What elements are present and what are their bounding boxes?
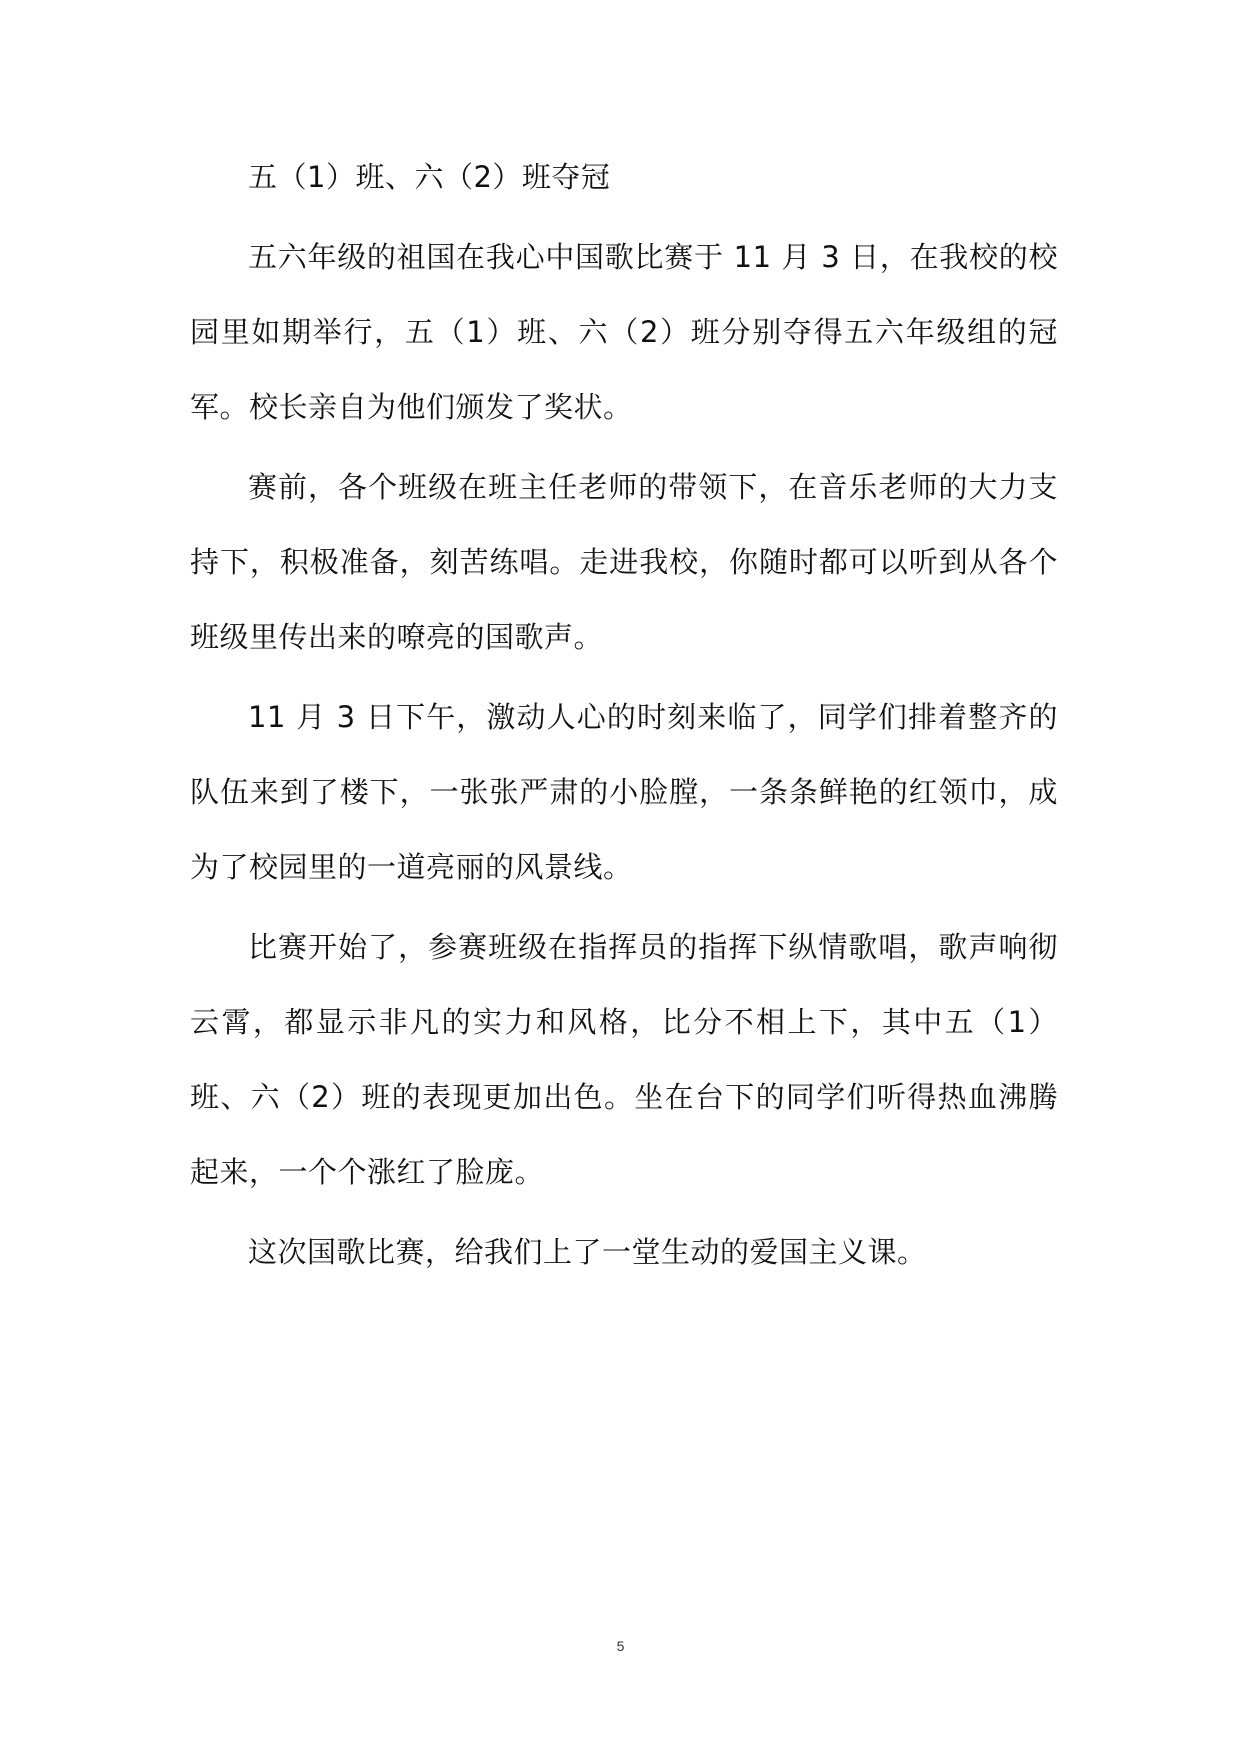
body-paragraph-4: 比赛开始了，参赛班级在指挥员的指挥下纵情歌唱，歌声响彻云霄，都显示非凡的实力和风格，比分不相上下，其中五（1）班、六（2）班的表现更加出色。坐在台下的同学们听得热血沸腾起来，一个个涨红了脸庞。 <box>190 930 1058 1189</box>
heading-paragraph: 五（1）班、六（2）班夺冠 <box>248 160 611 194</box>
body-paragraph-2: 赛前，各个班级在班主任老师的带领下，在音乐老师的大力支持下，积极准备，刻苦练唱。走进我校，你随时都可以听到从各个班级里传出来的嘹亮的国歌声。 <box>190 470 1058 654</box>
body-paragraph-3: 11 月 3 日下午，激动人心的时刻来临了，同学们排着整齐的队伍来到了楼下，一张张严肃的小脸膛，一条条鲜艳的红领巾，成为了校园里的一道亮丽的风景线。 <box>190 700 1058 884</box>
document-body <box>190 140 1058 1295</box>
page-number: 5 <box>616 1638 625 1654</box>
body-paragraph-5: 这次国歌比赛，给我们上了一堂生动的爱国主义课。 <box>248 1235 927 1269</box>
body-paragraph-1: 五六年级的祖国在我心中国歌比赛于 11 月 3 日，在我校的校园里如期举行，五（1）班、六（2）班分别夺得五六年级组的冠军。校长亲自为他们颁发了奖状。 <box>190 240 1058 424</box>
